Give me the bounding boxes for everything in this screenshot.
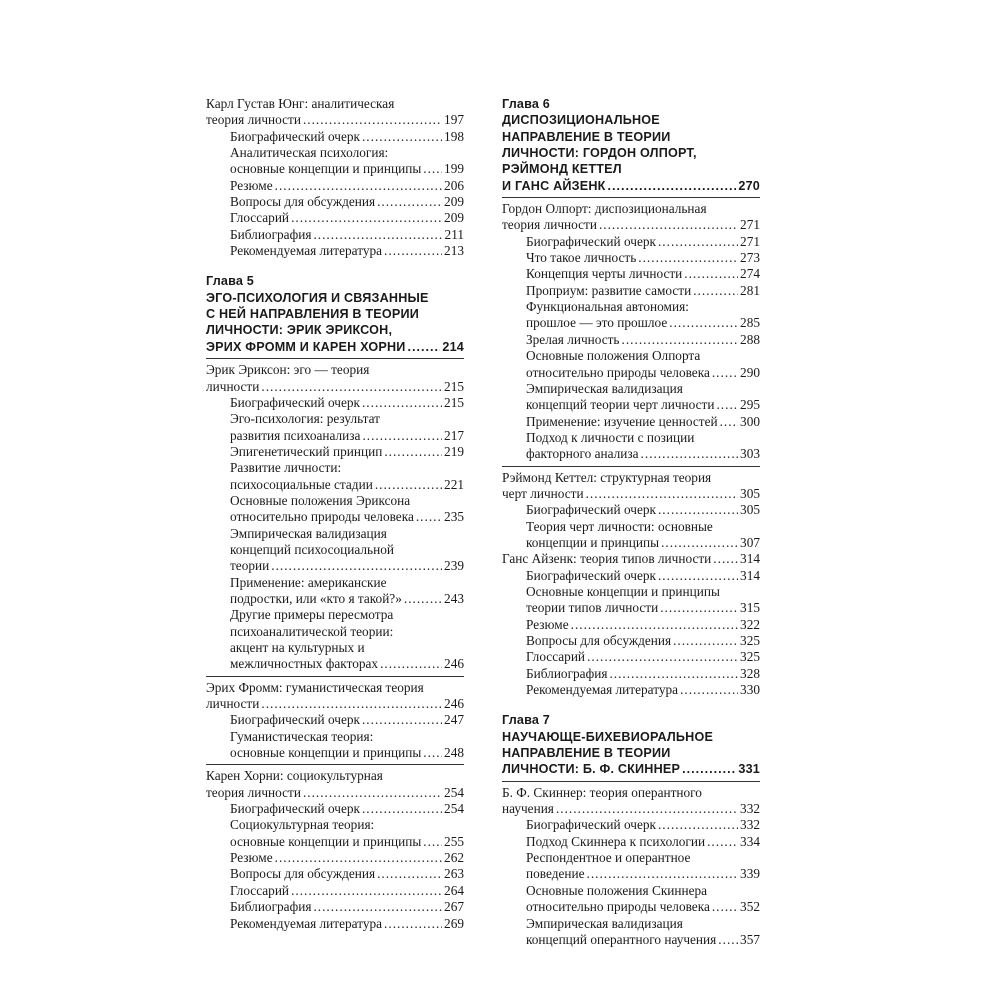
toc-subentry[interactable]: Глоссарий ..... 325 <box>502 649 760 665</box>
toc-subentry[interactable]: Респондентное и оперантное <box>526 850 691 866</box>
page-number: 246 <box>444 656 464 672</box>
page-number: 352 <box>740 899 760 915</box>
toc-entry[interactable]: Эрик Эриксон: эго — теория <box>206 362 370 378</box>
page-number: 285 <box>740 315 760 331</box>
toc-subentry[interactable]: основные концепции и принципы ..... 248 <box>206 745 464 761</box>
toc-subentry[interactable]: Резюме ..... 206 <box>206 178 464 194</box>
toc-subentry[interactable]: Биографический очерк ..... 332 <box>502 817 760 833</box>
page-number: 314 <box>740 551 760 567</box>
page-number: 213 <box>444 243 464 259</box>
page-number: 303 <box>740 446 760 462</box>
toc-subentry[interactable]: Применение: американские <box>230 574 387 590</box>
chapter-heading[interactable]: Глава 5 ЭГО-ПСИХОЛОГИЯ И СВЯЗАННЫЕ С НЕЙ НАПРАВЛЕНИЯ В ТЕОРИИ ЛИЧНОСТИ: ЭРИК ЭРИКСОН, ЭРИХ ФРОММ И КАРЕН ХОРНИ ..... 214 <box>206 273 464 355</box>
page-number: 246 <box>444 696 464 712</box>
page-number: 281 <box>740 282 760 298</box>
page-number: 300 <box>740 413 760 429</box>
toc-subentry[interactable]: Биографический очерк ..... 314 <box>502 568 760 584</box>
toc-subentry[interactable]: Библиография ..... 328 <box>502 666 760 682</box>
toc-subentry[interactable]: Биографический очерк ..... 247 <box>206 712 464 728</box>
toc-subentry[interactable]: поведение ..... 339 <box>502 866 760 882</box>
page-number: 262 <box>444 850 464 866</box>
toc-subentry[interactable]: Глоссарий ..... 209 <box>206 210 464 226</box>
divider <box>206 676 464 677</box>
toc-entry[interactable]: Эрих Фромм: гуманистическая теория <box>206 679 424 695</box>
page-number: 209 <box>444 194 464 210</box>
toc-subentry[interactable]: относительно природы человека ..... 290 <box>502 365 760 381</box>
page-number: 325 <box>740 633 760 648</box>
page-number: 254 <box>444 801 464 817</box>
page-number: 239 <box>444 558 464 574</box>
page-number: 322 <box>740 616 760 632</box>
toc-subentry[interactable]: Биографический очерк ..... 271 <box>502 234 760 250</box>
page-number: 305 <box>740 502 760 518</box>
page-number: 270 <box>738 178 760 193</box>
toc-entry[interactable]: Карл Густав Юнг: аналитическая <box>206 96 395 111</box>
toc-entry[interactable]: теория личности ..... 271 <box>502 217 760 233</box>
toc-subentry[interactable]: Эмпирическая валидизация <box>526 380 683 396</box>
chapter-label: Глава 6 <box>502 97 550 111</box>
toc-subentry[interactable]: Гуманистическая теория: <box>230 728 374 744</box>
toc-subentry[interactable]: Подход Скиннера к психологии ..... 334 <box>502 834 760 850</box>
toc-subentry[interactable]: Основные положения Скиннера <box>526 882 708 898</box>
toc-subentry[interactable]: прошлое — это прошлое ..... 285 <box>502 315 760 331</box>
toc-subentry[interactable]: основные концепции и принципы ..... 255 <box>206 834 464 850</box>
toc-subentry[interactable]: относительно природы человека ..... 235 <box>206 509 464 525</box>
toc-entry[interactable]: Карен Хорни: социокультурная <box>206 768 383 784</box>
page-number: 331 <box>738 762 760 777</box>
toc-entry[interactable]: Б. Ф. Скиннер: теория оперантного <box>502 784 702 800</box>
toc-subentry[interactable]: Библиография ..... 267 <box>206 899 464 915</box>
toc-subentry[interactable]: основные концепции и принципы ..... 199 <box>206 161 464 177</box>
toc-right-column <box>502 96 760 948</box>
toc-subentry[interactable]: Эмпирическая валидизация <box>230 525 387 541</box>
divider <box>502 466 760 467</box>
toc-subentry[interactable]: концепции и принципы ..... 307 <box>502 535 760 551</box>
toc-subentry[interactable]: Зрелая личность ..... 288 <box>502 332 760 348</box>
toc-subentry[interactable]: межличностных факторах ..... 246 <box>206 656 464 672</box>
toc-subentry[interactable]: Основные положения Эриксона <box>230 492 411 508</box>
chapter-label: Глава 5 <box>206 274 254 289</box>
page-number: 330 <box>740 682 760 698</box>
toc-entry[interactable]: научения ..... 332 <box>502 801 760 817</box>
page-number: 314 <box>740 567 760 583</box>
toc-subentry[interactable]: развития психоанализа ..... 217 <box>206 428 464 444</box>
toc-entry[interactable]: теория личности ..... 197 <box>206 112 464 128</box>
page-number: 288 <box>740 331 760 347</box>
page-number: 332 <box>740 801 760 817</box>
page-number: 254 <box>444 784 464 800</box>
toc-subentry[interactable]: Эпигенетический принцип ..... 219 <box>206 444 464 460</box>
toc-subentry[interactable]: концепций психосоциальной <box>230 541 394 557</box>
toc-subentry[interactable]: Биографический очерк ..... 254 <box>206 801 464 817</box>
page-number: 198 <box>444 128 464 144</box>
divider <box>502 781 760 782</box>
toc-subentry[interactable]: подростки, или «кто я такой?» ..... 243 <box>206 591 464 607</box>
toc-subentry[interactable]: Применение: изучение ценностей ..... 300 <box>502 414 760 430</box>
page-number: 328 <box>740 665 760 681</box>
toc-subentry[interactable]: акцент на культурных и <box>230 640 365 655</box>
page-number: 217 <box>444 427 464 443</box>
page-number: 255 <box>444 833 464 849</box>
toc-subentry[interactable]: Что такое личность ..... 273 <box>502 250 760 266</box>
toc-subentry[interactable]: Биографический очерк ..... 215 <box>206 395 464 411</box>
toc-entry[interactable]: Ганс Айзенк: теория типов личности ..... 314 <box>502 551 760 567</box>
toc-subentry[interactable]: Другие примеры пересмотра <box>230 607 394 623</box>
toc-subentry[interactable]: Аналитическая психология: <box>230 145 389 161</box>
toc-subentry[interactable]: Резюме ..... 262 <box>206 850 464 866</box>
page-number: 315 <box>740 600 760 616</box>
toc-subentry[interactable]: Биографический очерк ..... 305 <box>502 502 760 518</box>
page-number: 199 <box>444 161 464 177</box>
toc-subentry[interactable]: Вопросы для обсуждения ..... 325 <box>502 633 760 649</box>
page-number: 357 <box>740 931 760 947</box>
divider <box>206 764 464 765</box>
toc-subentry[interactable]: Проприум: развитие самости ..... 281 <box>502 283 760 299</box>
toc-subentry[interactable]: Эмпирическая валидизация <box>526 915 683 931</box>
toc-subentry[interactable]: психосоциальные стадии ..... 221 <box>206 477 464 493</box>
toc-subentry[interactable]: Рекомендуемая литература ..... 269 <box>206 916 464 932</box>
toc-subentry[interactable]: Рекомендуемая литература ..... 330 <box>502 682 760 698</box>
page-number: 263 <box>444 866 464 882</box>
page-number: 332 <box>740 817 760 833</box>
page-number: 248 <box>444 745 464 761</box>
toc-subentry[interactable]: психоаналитической теории: <box>230 623 394 639</box>
toc-subentry[interactable]: Эго-психология: результат <box>230 411 380 427</box>
toc-subentry[interactable]: Вопросы для обсуждения ..... 263 <box>206 866 464 882</box>
toc-subentry[interactable]: факторного анализа ..... 303 <box>502 446 760 462</box>
page-number: 219 <box>444 443 464 459</box>
toc-entry[interactable]: Гордон Олпорт: диспозициональная <box>502 201 707 217</box>
toc-entry[interactable]: Рэймонд Кеттел: структурная теория <box>502 469 712 485</box>
toc-entry[interactable]: личности ..... 246 <box>206 696 464 712</box>
page-number: 334 <box>740 833 760 849</box>
toc-entry[interactable]: теория личности ..... 254 <box>206 785 464 801</box>
toc-subentry[interactable]: относительно природы человека ..... 352 <box>502 899 760 915</box>
page-number: 271 <box>740 217 760 233</box>
toc-subentry[interactable]: Социокультурная теория: <box>230 817 375 833</box>
page-number: 209 <box>444 210 464 226</box>
page-number: 243 <box>444 590 464 606</box>
divider <box>206 358 464 359</box>
toc-subentry[interactable]: Подход к личности с позиции <box>526 429 695 445</box>
toc-subentry[interactable]: Биографический очерк ..... 198 <box>206 129 464 145</box>
page-number: 274 <box>740 266 760 282</box>
toc-subentry[interactable]: Основные положения Олпорта <box>526 348 701 364</box>
page-number: 271 <box>740 233 760 249</box>
page-number: 267 <box>444 899 464 915</box>
page-number: 197 <box>444 112 464 128</box>
toc-subentry[interactable]: Теория черт личности: основные <box>526 518 713 534</box>
page-number: 221 <box>444 476 464 492</box>
toc-subentry[interactable]: Глоссарий ..... 264 <box>206 883 464 899</box>
page-number: 305 <box>740 485 760 501</box>
toc-entry[interactable]: черт личности ..... 305 <box>502 486 760 502</box>
page-number: 264 <box>444 882 464 898</box>
page-number: 269 <box>444 915 464 931</box>
toc-subentry[interactable]: Концепция черты личности ..... 274 <box>502 266 760 282</box>
chapter-heading[interactable]: Глава 6 ДИСПОЗИЦИОНАЛЬНОЕ НАПРАВЛЕНИЕ В ТЕОРИИ ЛИЧНОСТИ: ГОРДОН ОЛПОРТ, РЭЙМОНД КЕТТЕЛ И ГАНС АЙЗЕНК ..... 270 <box>502 96 760 194</box>
toc-subentry[interactable]: теории ..... 239 <box>206 558 464 574</box>
toc-subentry[interactable]: концепций оперантного научения ..... 357 <box>502 932 760 948</box>
page-number: 247 <box>444 712 464 728</box>
toc-subentry[interactable]: Библиография ..... 211 <box>206 227 464 243</box>
toc-subentry[interactable]: Резюме ..... 322 <box>502 617 760 633</box>
toc-subentry[interactable]: Основные концепции и принципы <box>526 583 720 599</box>
page-number: 339 <box>740 866 760 882</box>
page-number: 307 <box>740 534 760 550</box>
page-number: 295 <box>740 397 760 413</box>
toc-left-column <box>206 96 464 932</box>
page-number: 211 <box>444 226 464 242</box>
toc-subentry[interactable]: концепций теории черт личности ..... 295 <box>502 397 760 413</box>
page-number: 206 <box>444 177 464 193</box>
chapter-label: Глава 7 <box>502 713 550 728</box>
page-number: 235 <box>444 509 464 525</box>
toc-entry[interactable]: личности ..... 215 <box>206 379 464 395</box>
toc-subentry[interactable]: Развитие личности: <box>230 460 342 476</box>
chapter-heading[interactable]: Глава 7 НАУЧАЮЩЕ-БИХЕВИОРАЛЬНОЕ НАПРАВЛЕНИЕ В ТЕОРИИ ЛИЧНОСТИ: Б. Ф. СКИННЕР ..... 331 <box>502 712 760 777</box>
divider <box>502 197 760 198</box>
page-number: 215 <box>444 394 464 410</box>
toc-subentry[interactable]: Вопросы для обсуждения ..... 209 <box>206 194 464 210</box>
toc-subentry[interactable]: Функциональная автономия: <box>526 299 689 315</box>
page-number: 214 <box>442 339 464 354</box>
page-number: 290 <box>740 364 760 380</box>
toc-subentry[interactable]: теории типов личности ..... 315 <box>502 600 760 616</box>
page-number: 215 <box>444 378 464 394</box>
toc-subentry[interactable]: Рекомендуемая литература ..... 213 <box>206 243 464 259</box>
page-number: 273 <box>740 250 760 266</box>
page-number: 325 <box>740 649 760 665</box>
